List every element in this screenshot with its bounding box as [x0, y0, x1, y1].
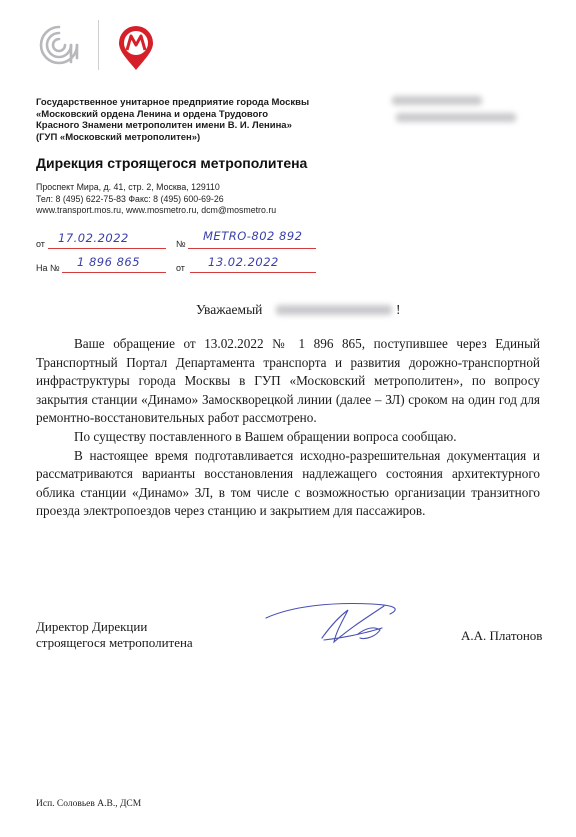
signatory-name: А.А. Платонов: [461, 628, 543, 643]
paragraph: Ваше обращение от 13.02.2022 № 1 896 865, поступившее через Единый Транспортный Портал Департамента транспорта и развития дорожно-транспортной инфраструктуры города Москвы в ГУП «Московский метрополитен», по вопросу закрытия станции «Динамо» Замоскворецкой линии (далее – ЗЛ) сроком на один год для ремонтно-восстановительных работ рассмотрено.: [36, 336, 540, 426]
handwritten-signature: [262, 598, 422, 648]
logo-divider: [98, 20, 99, 70]
transport-swirl-logo-icon: [36, 22, 82, 68]
executor-note: Исп. Соловьев А.В., ДСМ: [36, 799, 142, 809]
paragraph: По существу поставленного в Вашем обращении вопроса сообщаю.: [74, 428, 457, 444]
letter-body: [36, 335, 540, 521]
redacted-recipient: [396, 113, 516, 122]
outgoing-number: METRO-802 892: [203, 229, 303, 243]
department-title: Дирекция строящегося метрополитена: [36, 155, 308, 171]
number-underline: [188, 248, 316, 249]
redacted-recipient: [392, 96, 482, 105]
reference-number: 1 896 865: [77, 255, 141, 269]
date-label: от: [36, 239, 45, 249]
salutation-prefix: Уважаемый: [196, 302, 263, 317]
date-underline: [48, 248, 166, 249]
reference-date-label: от: [176, 263, 185, 273]
number-label: №: [176, 239, 186, 249]
signatory-title: Директор Дирекции строящегося метрополитена: [36, 619, 193, 650]
reference-label: На №: [36, 263, 60, 273]
reference-date: 13.02.2022: [208, 255, 279, 269]
reference-underline: [62, 272, 166, 273]
reference-date-underline: [190, 272, 316, 273]
metro-m-logo-icon: [116, 24, 156, 72]
contact-block: Проспект Мира, д. 41, стр. 2, Москва, 129110 Тел: 8 (495) 622-75-83 Факс: 8 (495) 600-69-26 www.transport.mos.ru, www.mosmetro.ru, dcm@mosmetro.ru: [36, 182, 277, 215]
redacted-name: [276, 305, 392, 315]
paragraph: В настоящее время подготавливается исходно-разрешительная документация и рассматриваются варианты восстановления надлежащего состояния архитектурного облика станции «Динамо» ЗЛ, в том числе с возможностью организации транзитного проезда электропоездов через станцию и закрытием для пассажиров.: [36, 447, 540, 519]
organization-name: Государственное унитарное предприятие города Москвы «Московский ордена Ленина и ордена Трудового Красного Знамени метрополитен имени В. И. Ленина» (ГУП «Московский метрополитен»): [36, 97, 310, 143]
salutation-suffix: !: [396, 302, 401, 317]
outgoing-date: 17.02.2022: [58, 231, 129, 245]
salutation: [196, 302, 262, 318]
